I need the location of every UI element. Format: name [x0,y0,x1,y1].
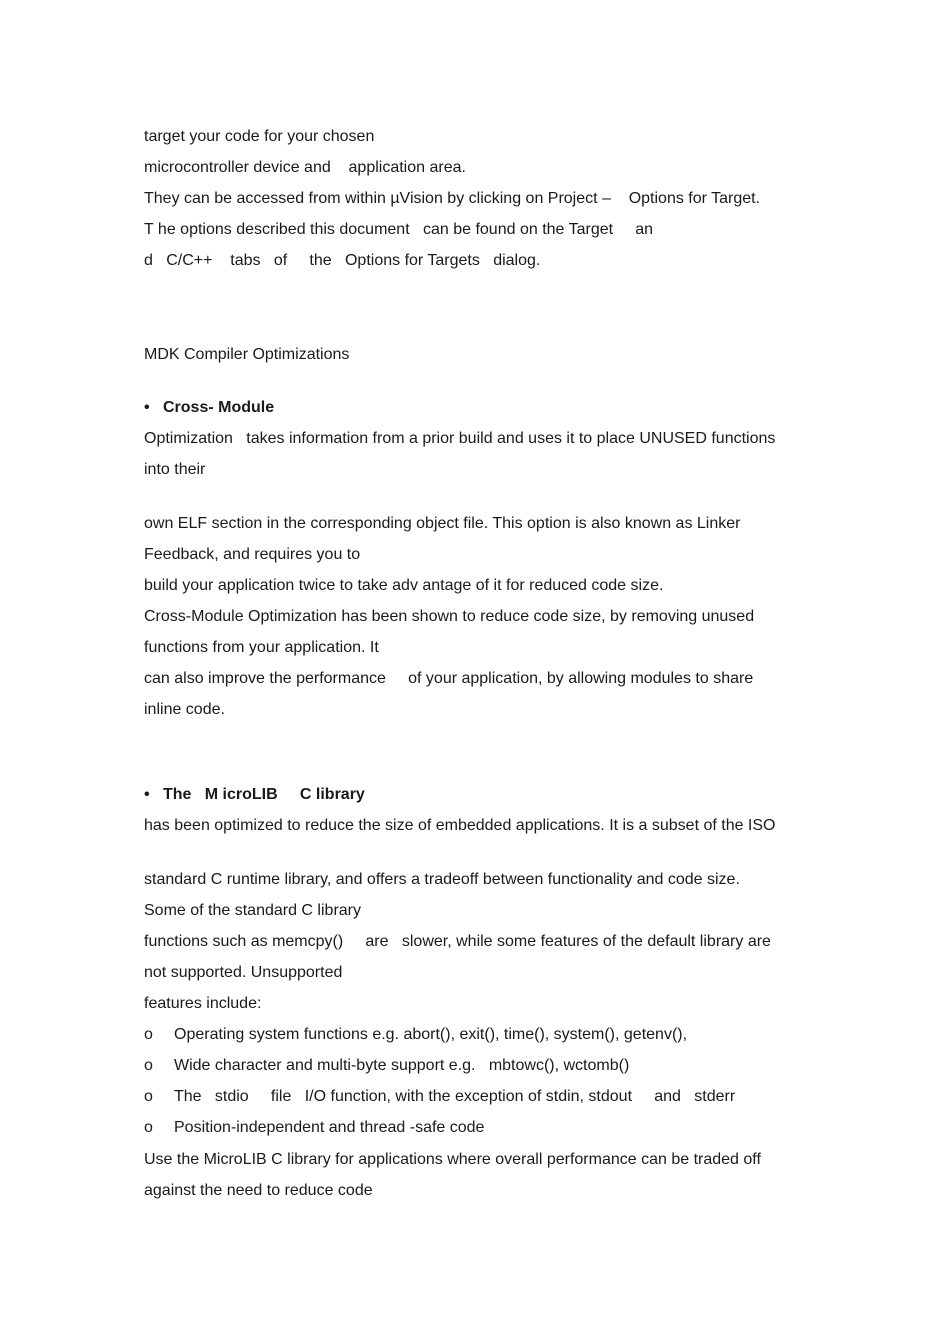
cross-module-title: Cross- Module [163,399,275,416]
sub-bullet-icon: o [144,1026,153,1043]
sub-list-text: Operating system functions e.g. abort(), exit(), time(), system(), getenv(), [174,1026,688,1043]
body-line: own ELF section in the corresponding object file. This option is also known as Linker [144,515,741,532]
body-line: has been optimized to reduce the size of embedded applications. It is a subset of the ISO [144,817,776,834]
sub-bullet-icon: o [144,1119,153,1136]
body-line: into their [144,461,206,478]
intro-line: T he options described this document can be found on the Target an [144,221,654,238]
sub-bullet-icon: o [144,1088,153,1105]
intro-line: d C/C++ tabs of the Options for Targets dialog. [144,252,541,269]
body-line: can also improve the performance of your application, by allowing modules to share [144,670,754,687]
body-line: standard C runtime library, and offers a tradeoff between functionality and code size. [144,871,740,888]
body-line: Some of the standard C library [144,902,361,919]
intro-line: target your code for your chosen [144,128,375,145]
sub-list-item [144,1087,735,1107]
intro-line: microcontroller device and application area. [144,159,466,176]
body-line: Optimization takes information from a prior build and uses it to place UNUSED functions [144,430,776,447]
sub-bullet-icon: o [144,1057,153,1074]
sub-list-text: Position-independent and thread -safe code [174,1119,485,1136]
body-line: not supported. Unsupported [144,964,343,981]
body-line: features include: [144,995,262,1012]
body-line: functions from your application. It [144,639,379,656]
body-line: Feedback, and requires you to [144,546,361,563]
body-line: Cross-Module Optimization has been shown to reduce code size, by removing unused [144,608,755,625]
sub-list-item [144,1056,629,1076]
sub-list-text: The stdio file I/O function, with the exception of stdin, stdout and stderr [174,1088,736,1105]
sub-list-item [144,1025,687,1045]
section-heading: MDK Compiler Optimizations [144,346,350,363]
sub-list-text: Wide character and multi-byte support e.g. mbtowc(), wctomb() [174,1057,630,1074]
bullet-icon: • [144,786,150,803]
sub-list-item [144,1118,484,1138]
body-line: functions such as memcpy() are slower, while some features of the default library are [144,933,771,950]
body-line: Use the MicroLIB C library for applications where overall performance can be traded off [144,1151,761,1168]
intro-line: They can be accessed from within µVision by clicking on Project – Options for Target. [144,190,761,207]
microlib-heading [144,785,365,805]
microlib-title: The M icroLIB C library [163,786,365,803]
body-line: against the need to reduce code [144,1182,373,1199]
cross-module-heading [144,398,274,418]
body-line: inline code. [144,701,225,718]
body-line: build your application twice to take adv antage of it for reduced code size. [144,577,664,594]
bullet-icon: • [144,399,150,416]
